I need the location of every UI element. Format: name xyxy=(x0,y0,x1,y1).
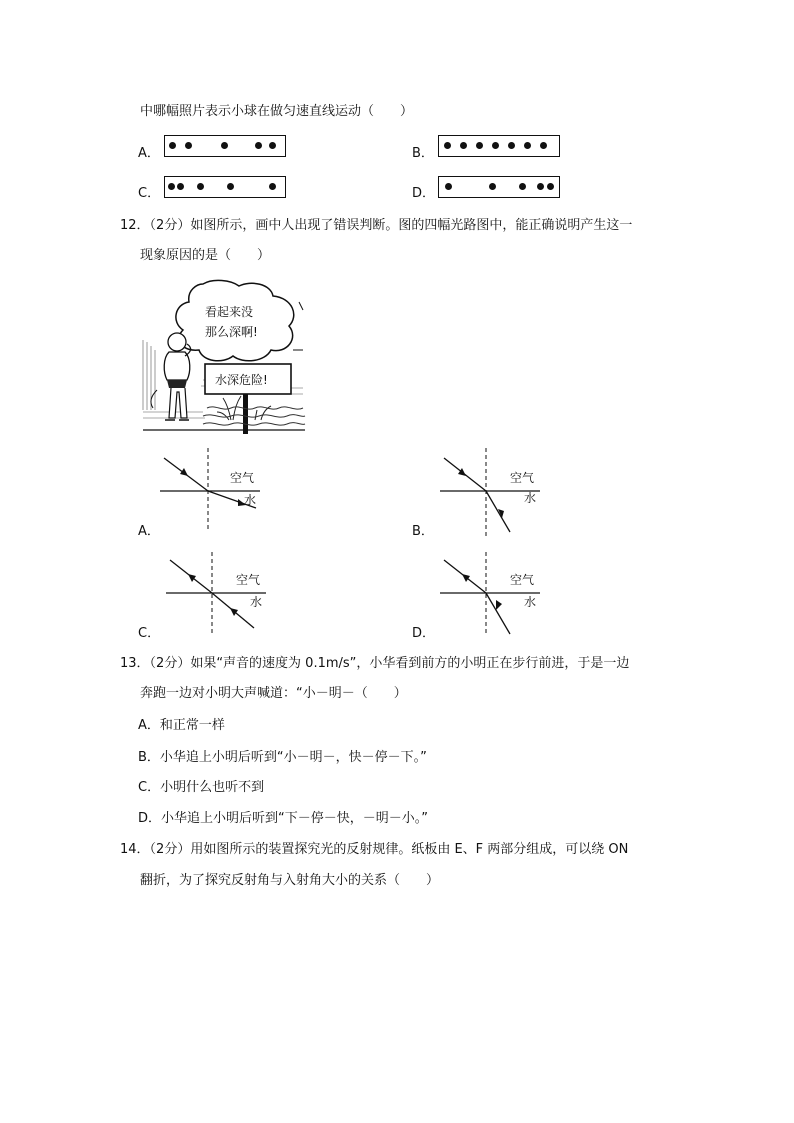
q13-option-c[interactable] xyxy=(138,780,264,796)
ball-dot xyxy=(185,142,192,149)
ball-dot xyxy=(489,183,496,190)
q12-stem-line1: 12．（2分）如图所示，画中人出现了错误判断。图的四幅光路图中，能正确说明产生这一 xyxy=(120,218,633,233)
q12-option-a-label[interactable]: A． xyxy=(138,524,160,539)
ball-dot xyxy=(221,142,228,149)
ball-dot xyxy=(519,183,526,190)
q11-option-b-label[interactable]: B． xyxy=(412,146,434,161)
bubble-text-line2: 那么深啊! xyxy=(205,325,258,339)
water-label: 水 xyxy=(524,595,537,609)
q12-option-d-label[interactable]: D． xyxy=(412,626,436,641)
q13-option-d-text: 小华追上小明后听到“下－停－快，－明－小。” xyxy=(161,811,428,826)
ball-dot xyxy=(524,142,531,149)
light-path-diagram-b xyxy=(440,448,550,536)
q12-stem-line2: 现象原因的是（ ） xyxy=(140,248,271,263)
ball-dot xyxy=(547,183,554,190)
q14-stem-line1: 14．（2分）用如图所示的装置探究光的反射规律。纸板由 E、F 两部分组成，可以绕 ON xyxy=(120,842,629,857)
q11-option-c-label[interactable]: C． xyxy=(138,186,161,201)
sign-post xyxy=(243,394,248,434)
water-label: 水 xyxy=(250,595,263,609)
q13-option-b-text: 小华追上小明后听到“小－明－，快－停－下。” xyxy=(159,750,427,765)
q13-option-d-label: D． xyxy=(138,811,162,826)
person-figure xyxy=(151,333,191,420)
ball-dot xyxy=(169,142,176,149)
q13-stem-line1: 13．（2分）如果“声音的速度为 0.1m/s”，小华看到前方的小明正在步行前进，于是一边 xyxy=(120,656,630,671)
warning-sign-text: 水深危险! xyxy=(215,373,268,387)
q13-option-c-text: 小明什么也听不到 xyxy=(160,780,265,795)
q13-option-a[interactable] xyxy=(138,718,225,734)
q11-option-d-photo xyxy=(438,176,560,198)
ball-dot xyxy=(540,142,547,149)
q13-option-a-text: 和正常一样 xyxy=(159,718,225,733)
light-path-diagram-c xyxy=(166,552,276,636)
light-path-diagram-a xyxy=(160,448,270,530)
q11-option-b-photo xyxy=(438,135,560,157)
ball-dot xyxy=(476,142,483,149)
q11-option-a-photo xyxy=(164,135,286,157)
q12-option-c-label[interactable]: C． xyxy=(138,626,161,641)
q11-stem: 中哪幅照片表示小球在做匀速直线运动（ ） xyxy=(140,104,414,119)
q13-option-b[interactable] xyxy=(138,750,427,766)
ball-dot xyxy=(255,142,262,149)
q12-option-b-label[interactable]: B． xyxy=(412,524,434,539)
q13-option-c-label: C． xyxy=(138,780,161,795)
ball-dot xyxy=(444,142,451,149)
q11-option-d-label[interactable]: D． xyxy=(412,186,436,201)
q11-option-a-label[interactable]: A． xyxy=(138,146,160,161)
ball-dot xyxy=(168,183,175,190)
q14-stem-line2: 翻折，为了探究反射角与入射角大小的关系（ ） xyxy=(140,873,440,888)
ball-dot xyxy=(492,142,499,149)
bubble-text-line1: 看起来没 xyxy=(205,305,254,319)
air-label: 空气 xyxy=(510,471,535,485)
q13-option-a-label: A． xyxy=(138,718,160,733)
ball-dot xyxy=(508,142,515,149)
ball-dot xyxy=(445,183,452,190)
light-path-diagram-d xyxy=(440,552,550,636)
air-label: 空气 xyxy=(510,573,535,587)
water-label: 水 xyxy=(244,493,257,507)
q11-option-c-photo xyxy=(164,176,286,198)
cartoon-illustration xyxy=(143,280,305,435)
q13-option-d[interactable] xyxy=(138,811,428,827)
air-label: 空气 xyxy=(230,471,255,485)
ball-dot xyxy=(227,183,234,190)
ball-dot xyxy=(269,142,276,149)
ball-dot xyxy=(177,183,184,190)
q13-stem-line2: 奔跑一边对小明大声喊道：“小－明－（ ） xyxy=(140,686,407,701)
q13-option-b-label: B． xyxy=(138,750,160,765)
ball-dot xyxy=(269,183,276,190)
ball-dot xyxy=(537,183,544,190)
air-label: 空气 xyxy=(236,573,261,587)
ball-dot xyxy=(197,183,204,190)
water-label: 水 xyxy=(524,491,537,505)
ball-dot xyxy=(460,142,467,149)
